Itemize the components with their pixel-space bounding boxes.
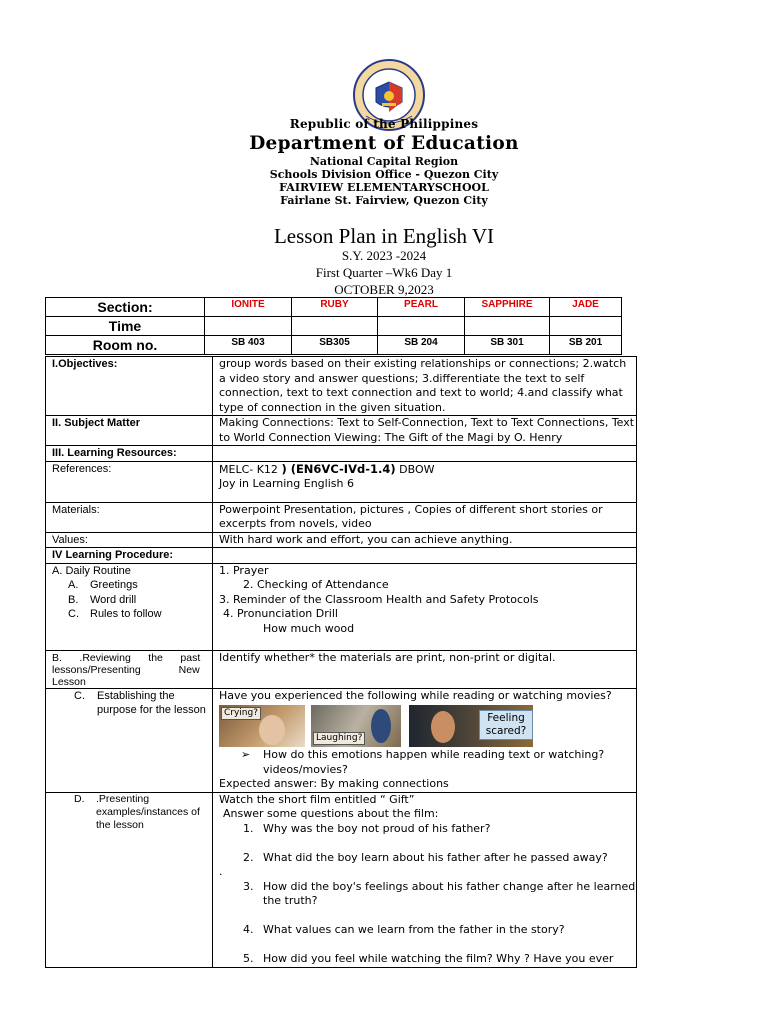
question-text: Why was the boy not proud of his father? xyxy=(263,821,491,835)
routine-step: 2. Checking of Attendance xyxy=(243,578,389,591)
film-question xyxy=(219,880,636,909)
routine-item xyxy=(52,607,212,622)
section-table xyxy=(45,297,622,355)
purpose-bullet xyxy=(219,748,636,777)
routine-item-mark: A. xyxy=(68,579,79,591)
routine-item xyxy=(52,593,212,608)
department-heading: Department of Education xyxy=(249,133,519,154)
spacer xyxy=(219,938,636,953)
routine-steps xyxy=(213,563,637,650)
references-suffix: DBOW xyxy=(395,462,435,476)
routine-item-mark: C. xyxy=(68,608,79,620)
routine-cell xyxy=(46,563,213,650)
table-row xyxy=(46,650,637,688)
scared-picture xyxy=(409,705,533,747)
routine-label: A. Daily Routine xyxy=(52,564,131,577)
republic-heading: Republic of the Philippines xyxy=(289,117,479,131)
question-number: 2. xyxy=(243,850,254,864)
laughing-picture xyxy=(311,705,401,747)
lesson-table xyxy=(45,356,637,968)
person-figure xyxy=(259,715,285,745)
presenting-label-block xyxy=(74,793,212,832)
table-row xyxy=(46,416,637,446)
table-row xyxy=(46,532,637,548)
question-number: 4. xyxy=(243,923,254,936)
references-melc-code: ) (EN6VC-IVd-1.4) xyxy=(281,461,396,476)
picture-tag: Laughing? xyxy=(313,732,365,745)
presenting-label: .Presenting examples/instances of the lesson xyxy=(96,792,200,831)
room-sapphire: SB 301 xyxy=(465,336,550,355)
school-address: Fairlane St. Fairview, Quezon City xyxy=(280,194,488,207)
section-label: Section: xyxy=(46,298,205,317)
reviewing-label-line: Lesson xyxy=(52,675,86,688)
time-cell xyxy=(292,317,378,336)
routine-item-mark: B. xyxy=(68,593,79,606)
reviewing-label xyxy=(46,650,213,688)
purpose-cell xyxy=(213,688,637,792)
region-line: National Capital Region xyxy=(309,155,459,168)
resources-blank xyxy=(213,446,637,462)
film-question xyxy=(219,851,636,866)
presenting-label-cell xyxy=(46,792,213,967)
references-label: References: xyxy=(46,461,213,502)
purpose-expected: Expected answer: By making connections xyxy=(219,777,449,790)
stray-dot: . xyxy=(219,865,223,878)
routine-item-text: Word drill xyxy=(90,593,137,606)
room-ionite: SB 403 xyxy=(205,336,292,355)
reviewing-label-line: lessons/Presenting New xyxy=(52,663,200,676)
table-row xyxy=(46,461,637,502)
routine-step: 4. Pronunciation Drill xyxy=(223,607,338,620)
table-row xyxy=(46,792,637,967)
section-pearl: PEARL xyxy=(378,298,465,317)
school-year: S.Y. 2023 -2024 xyxy=(341,248,427,263)
question-number: 5. xyxy=(243,952,254,965)
procedure-label: IV Learning Procedure: xyxy=(46,548,213,564)
presenting-intro: Watch the short film entitled “ Gift” xyxy=(219,792,415,806)
room-ruby: SB305 xyxy=(292,336,378,355)
film-question xyxy=(219,923,636,938)
reviewing-label-line: B. .Reviewing the past xyxy=(52,651,201,664)
reviewing-text: Identify whether* the materials are print, non-print or digital. xyxy=(213,650,637,688)
presenting-sub: Answer some questions about the film: xyxy=(223,807,439,820)
question-text: How did the boy's feelings about his father change after he learned the truth? xyxy=(263,879,636,907)
subject-text: Making Connections: Text to Self-Connection, Text to Text Connections, Text to World Connection Viewing: The Gift of the Magi by O. Henry xyxy=(213,416,637,446)
purpose-label-cell xyxy=(46,688,213,792)
question-text: How did you feel while watching the film? Why ? Have you ever xyxy=(263,952,614,965)
values-label: Values: xyxy=(46,532,213,548)
subject-label: II. Subject Matter xyxy=(46,416,213,446)
time-cell xyxy=(550,317,622,336)
objectives-label: I.Objectives: xyxy=(46,357,213,416)
table-row xyxy=(46,548,637,564)
presenting-label-mark: D. xyxy=(74,792,85,805)
room-label: Room no. xyxy=(46,336,205,355)
table-row xyxy=(46,357,637,416)
references-prefix: MELC- K12 xyxy=(219,462,282,476)
routine-item-text: Greetings xyxy=(90,579,138,591)
spacer xyxy=(219,836,636,851)
spacer xyxy=(219,909,636,924)
routine-step: 3. Reminder of the Classroom Health and Safety Protocols xyxy=(219,592,539,606)
film-question xyxy=(219,952,636,967)
person-figure xyxy=(371,709,391,743)
picture-tag: Feeling scared? xyxy=(479,710,533,740)
question-number: 3. xyxy=(243,879,254,893)
picture-tag: Crying? xyxy=(221,707,261,720)
crying-picture xyxy=(219,705,305,747)
time-label: Time xyxy=(46,317,205,336)
purpose-question: Have you experienced the following while reading or watching movies? xyxy=(219,688,612,702)
person-figure xyxy=(431,711,455,743)
emotion-pictures xyxy=(219,705,636,747)
time-cell xyxy=(465,317,550,336)
purpose-label-block xyxy=(74,689,212,718)
routine-step: 1. Prayer xyxy=(219,563,269,577)
table-row xyxy=(46,688,637,792)
table-row xyxy=(46,446,637,462)
room-jade: SB 201 xyxy=(550,336,622,355)
routine-item-text: Rules to follow xyxy=(90,608,162,620)
time-cell xyxy=(378,317,465,336)
resources-label: III. Learning Resources: xyxy=(46,446,213,462)
procedure-blank xyxy=(213,548,637,564)
materials-text: Powerpoint Presentation, pictures , Copies of different short stories or excerpts from novels, video xyxy=(213,502,637,532)
values-text: With hard work and effort, you can achieve anything. xyxy=(213,532,637,548)
section-sapphire: SAPPHIRE xyxy=(465,298,550,317)
lesson-date: OCTOBER 9,2023 xyxy=(334,282,434,297)
time-cell xyxy=(205,317,292,336)
room-pearl: SB 204 xyxy=(378,336,465,355)
film-question xyxy=(219,822,636,837)
purpose-label-mark: C. xyxy=(74,689,85,702)
section-ruby: RUBY xyxy=(292,298,378,317)
routine-item xyxy=(52,578,212,593)
table-row xyxy=(46,563,637,650)
references-cell xyxy=(213,461,637,502)
table-row xyxy=(46,502,637,532)
question-number: 1. xyxy=(243,821,254,835)
section-jade: JADE xyxy=(550,298,622,317)
question-text: What did the boy learn about his father after he passed away? xyxy=(263,850,608,864)
school-name: FAIRVIEW ELEMENTARYSCHOOL xyxy=(279,181,489,194)
purpose-label: Establishing the purpose for the lesson xyxy=(97,689,206,716)
references-code xyxy=(219,462,636,478)
division-line: Schools Division Office - Quezon City xyxy=(269,168,499,181)
lesson-plan-title: Lesson Plan in English VI xyxy=(273,224,495,248)
quarter-week: First Quarter –Wk6 Day 1 xyxy=(315,265,453,280)
objectives-text: group words based on their existing relationships or connections; 2.watch a video story and answer questions; 3.differentiate the text to self connection, text to text connection and text to world; 4.and classify what type of connection in the given situation. xyxy=(213,357,637,416)
section-ionite: IONITE xyxy=(205,298,292,317)
drill-phrase: How much wood xyxy=(263,621,355,635)
purpose-bullet-text: How do this emotions happen while reading text or watching? videos/movies? xyxy=(263,748,605,776)
references-book: Joy in Learning English 6 xyxy=(219,477,354,490)
arrow-bullet-icon: ➢ xyxy=(241,748,251,761)
presenting-cell xyxy=(213,792,637,967)
materials-label: Materials: xyxy=(46,502,213,532)
question-text: What values can we learn from the father in the story? xyxy=(263,923,565,936)
